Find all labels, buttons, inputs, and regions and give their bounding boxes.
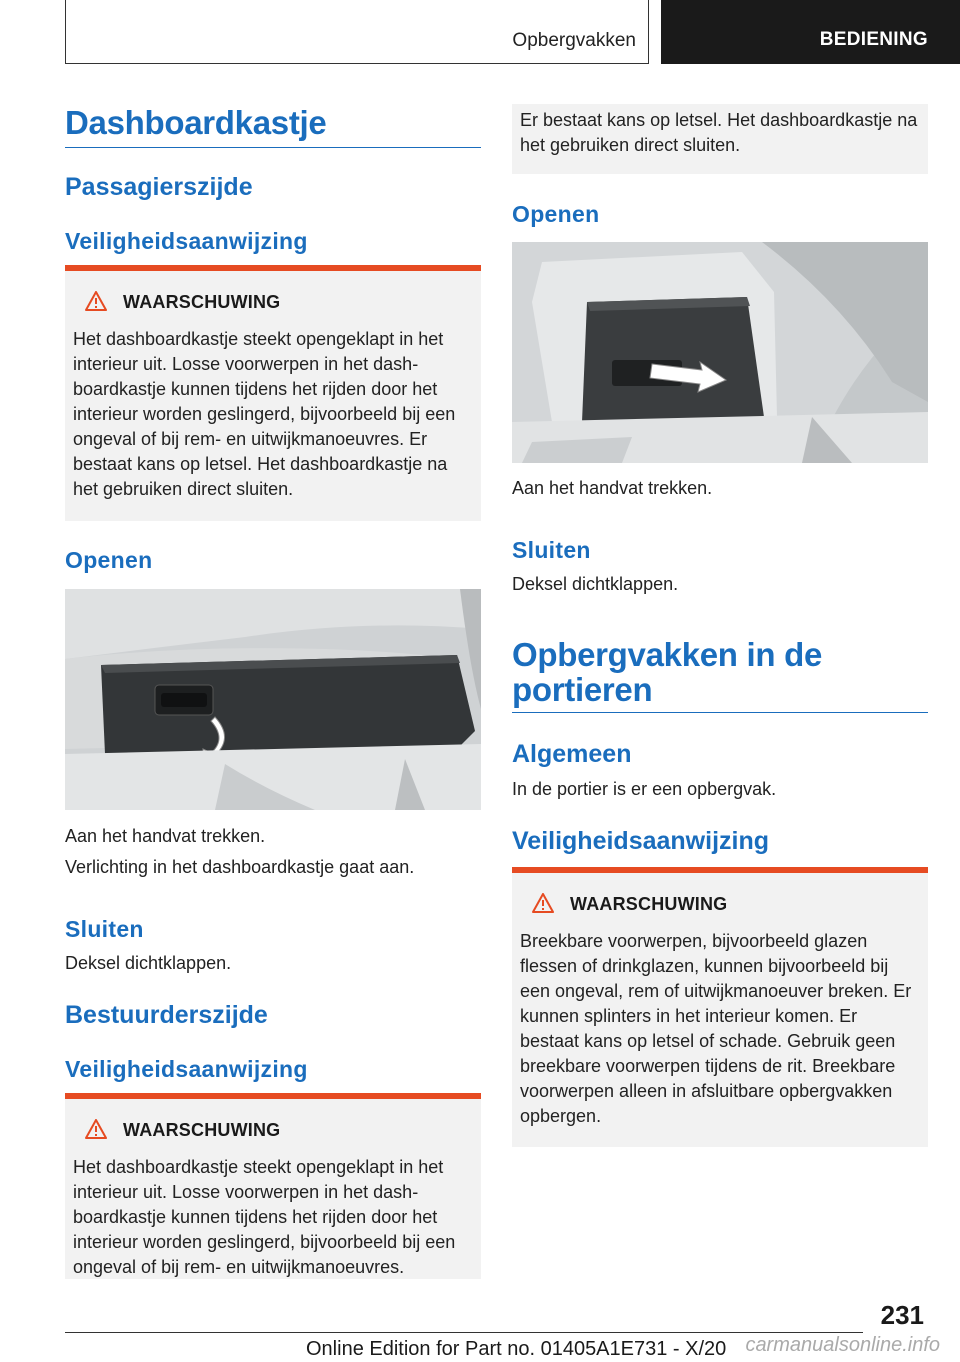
footer-rule [65, 1332, 863, 1333]
warning-bar [512, 867, 928, 873]
warning-box-3 [512, 867, 928, 1147]
warning-label: WAARSCHUWING [123, 292, 281, 312]
warning-triangle-icon [532, 893, 554, 913]
watermark: carmanualsonline.info [745, 1334, 940, 1356]
page-header [65, 0, 960, 66]
title-rule [65, 147, 481, 148]
warning-box-2-continued [512, 104, 928, 174]
glovebox-passenger-photo [65, 589, 481, 810]
section-tab [65, 0, 649, 64]
close-text-right: Deksel dichtklappen. [512, 574, 679, 594]
warning-triangle-icon [85, 1119, 107, 1139]
warning-label: WAARSCHUWING [123, 1120, 281, 1140]
general-heading: Algemeen [512, 740, 632, 768]
open-text-1: Aan het handvat trekken. [65, 826, 266, 846]
warning-bar [65, 265, 481, 271]
close-heading-right: Sluiten [512, 537, 591, 563]
safety-heading-right: Veiligheidsaanwijzing [512, 827, 770, 855]
open-heading: Openen [65, 547, 153, 573]
page-title: Dashboardkastje [65, 104, 327, 141]
warning-text-continued: Er bestaat kans op letsel. Het dashboardkastje na het gebruiken direct sluiten. [520, 110, 918, 155]
driver-heading: Bestuurderszijde [65, 1001, 268, 1029]
warning-label: WAARSCHUWING [570, 894, 728, 914]
warning-text: Het dashboardkastje steekt opengeklapt in het interieur uit. Losse voorwerpen in het dashboardkastje kunnen tijdens het rijden door het interieur worden geslingerd, bijvoorbeeld bij een ongeval of bij rem- en uitwijkmanoeuvres. Er bestaat kans op letsel. Het dashboardkastje na het gebruiken direct sluiten. [73, 329, 456, 499]
title-rule [512, 712, 928, 713]
warning-header [532, 893, 727, 915]
passenger-heading: Passagierszijde [65, 173, 253, 201]
general-text: In de portier is er een opbergvak. [512, 779, 777, 799]
page-number: 231 [880, 1300, 924, 1330]
open-text-right: Aan het handvat trekken. [512, 478, 713, 498]
safety-heading-1: Veiligheidsaanwijzing [65, 228, 308, 254]
warning-text: Het dashboardkastje steekt opengeklapt in het interieur uit. Losse voorwerpen in het dashboardkastje kunnen tijdens het rijden door het interieur worden geslingerd, bijvoorbeeld bij een ongeval of bij rem- en uitwijkmanoeuvres. [73, 1157, 456, 1277]
chapter-tab [661, 0, 960, 64]
warning-box-1 [65, 265, 481, 521]
warning-box-2 [65, 1093, 481, 1279]
close-heading: Sluiten [65, 916, 144, 942]
section-title-doors: Opbergvakken in de portieren [512, 636, 823, 708]
warning-bar [65, 1093, 481, 1099]
close-text: Deksel dichtklappen. [65, 953, 232, 973]
warning-header [85, 1119, 280, 1141]
section-label: Opbergvakken [512, 30, 636, 51]
safety-heading-2: Veiligheidsaanwijzing [65, 1056, 308, 1082]
glovebox-driver-photo [512, 242, 928, 463]
warning-triangle-icon [85, 291, 107, 311]
edition-text: Online Edition for Part no. 01405A1E731 - X/20 [306, 1338, 727, 1360]
open-text-2: Verlichting in het dashboardkastje gaat aan. [65, 857, 415, 877]
warning-text: Breekbare voorwerpen, bijvoorbeeld glazen flessen of drinkglazen, kunnen bijvoorbeeld bij een ongeval, rem of uitwijkmanoeuver breken. Er kunnen splinters in het interieur komen. Er bestaat kans op letsel of schade. Gebruik geen breekbare voorwerpen tijdens de rit. Breekbare voorwerpen alleen in afsluitbare opbergvakken opbergen. [520, 931, 912, 1126]
warning-header [85, 291, 280, 313]
chapter-label: BEDIENING [819, 29, 928, 50]
open-heading-right: Openen [512, 201, 600, 227]
